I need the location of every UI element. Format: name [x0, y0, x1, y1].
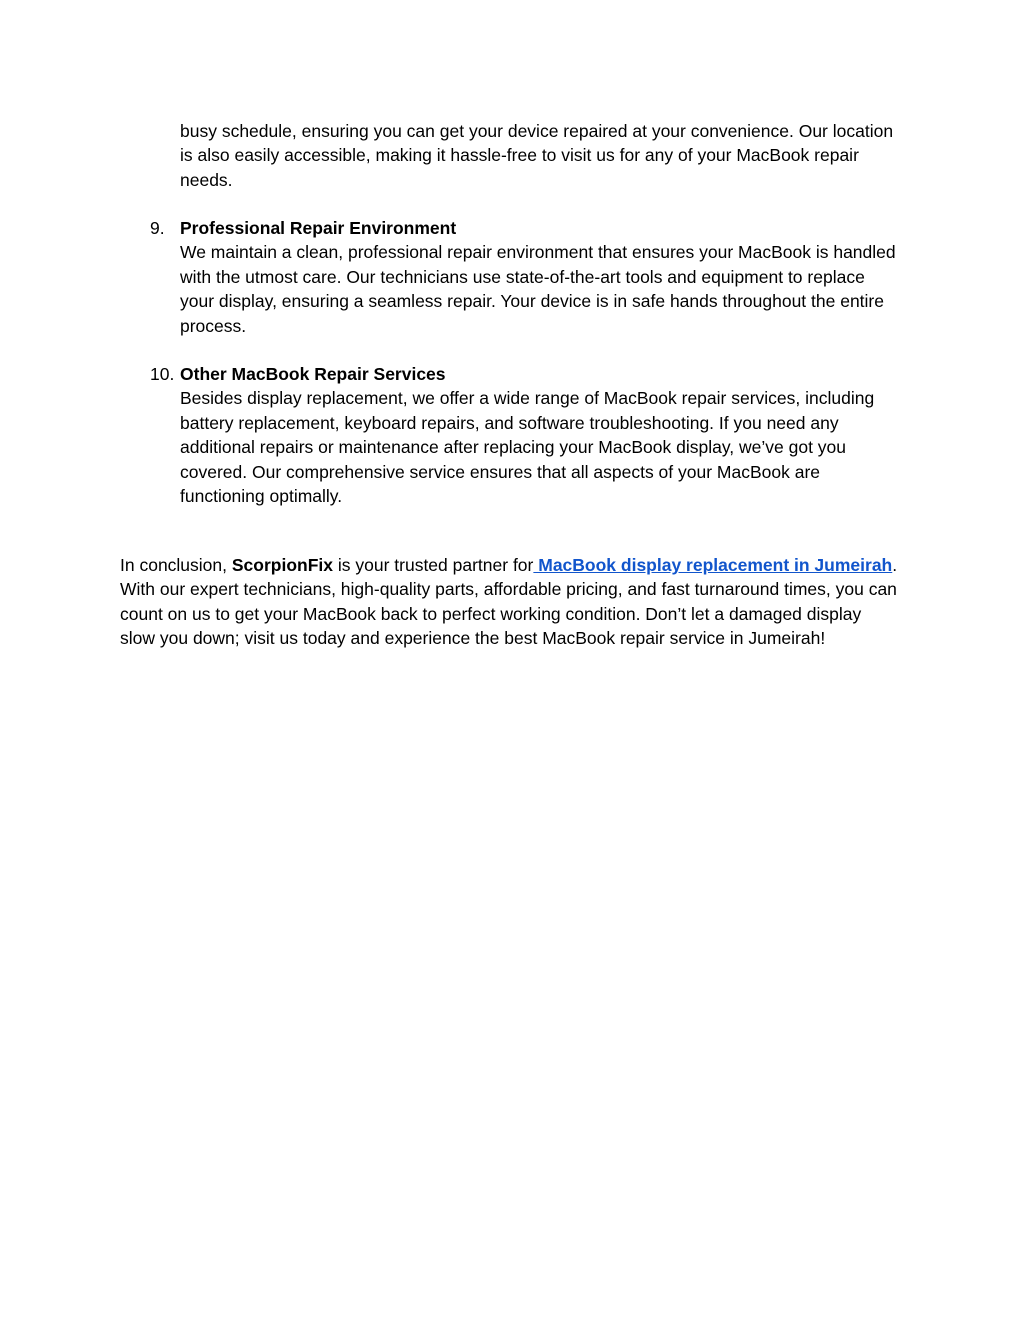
list-item-body: [180, 362, 900, 508]
list-number: 10.: [150, 364, 175, 384]
list-item-body: [180, 216, 900, 338]
conclusion-paragraph: [120, 553, 900, 651]
list-number: 9.: [150, 218, 165, 238]
continuation-paragraph: busy schedule, ensuring you can get your device repaired at your convenience. Our location is also easily accessible, making it hassle-free to visit us for any of your MacBook repair needs.: [180, 121, 894, 190]
list-item-description: We maintain a clean, professional repair environment that ensures your MacBook is handled with the utmost care. Our technicians use state-of-the-art tools and equipment to replace your display, ensuring a seamless repair. Your device is in safe hands throughout the entire process.: [180, 242, 896, 336]
list-item-description: Besides display replacement, we offer a wide range of MacBook repair services, including battery replacement, keyboard repairs, and software troubleshooting. If you need any additional repairs or maintenance after replacing your MacBook display, we’ve got you covered. Our comprehensive service ensures that all aspects of your MacBook are functioning optimally.: [180, 388, 875, 507]
brand-name: ScorpionFix: [231, 555, 333, 575]
list-item-heading: Professional Repair Environment: [180, 218, 457, 238]
list-item-heading: Other MacBook Repair Services: [180, 364, 446, 384]
conclusion-suffix: . With our expert technicians, high-quality parts, affordable pricing, and fast turnaround times, you can count on us to get your MacBook back to perfect working condition. Don’t let a damaged display slow you down; visit us today and experience the best MacBook repair service in Jumeirah!: [120, 555, 898, 649]
conclusion-middle: is your trusted partner for: [333, 555, 534, 575]
macbook-display-replacement-link[interactable]: MacBook display replacement in Jumeirah: [533, 555, 893, 575]
conclusion-prefix: In conclusion,: [120, 555, 232, 575]
